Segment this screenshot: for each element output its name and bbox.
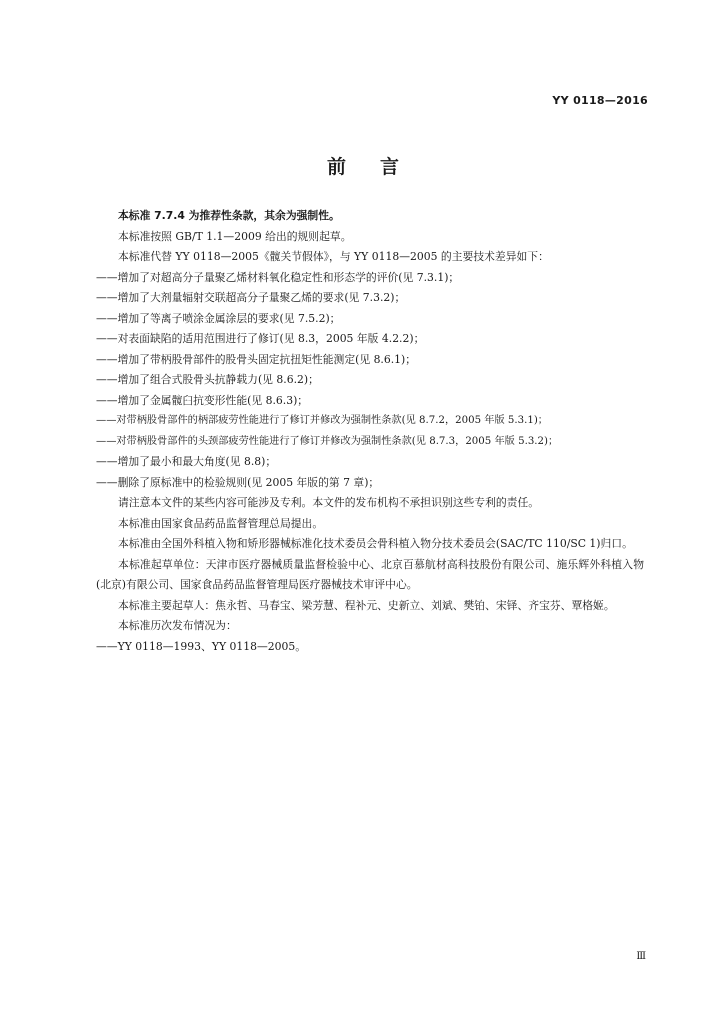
list-item: ——YY 0118—1993、YY 0118—2005。	[96, 639, 307, 653]
text-line: 本标准 7.7.4 为推荐性条款，其余为强制性。	[118, 209, 340, 222]
text-line: 请注意本文件的某些内容可能涉及专利。本文件的发布机构不承担识别这些专利的责任。	[118, 496, 540, 509]
list-item: ——增加了带柄股骨部件的股骨头固定抗扭矩性能测定(见 8.6.1)；	[96, 352, 417, 366]
text-paragraph: 本标准起草单位：天津市医疗器械质量监督检验中心、北京百慕航材高科技股份有限公司、施乐辉外科植入物(北京)有限公司、国家食品药品监督管理局医疗器械技术审评中心。	[96, 557, 644, 591]
foreword-body	[96, 206, 644, 657]
list-item: ——删除了原标准中的检验规则(见 2005 年版的第 7 章)；	[96, 475, 380, 489]
list-item: ——增加了大剂量辐射交联超高分子量聚乙烯的要求(见 7.3.2)；	[96, 291, 406, 304]
list-item: ——增加了对超高分子量聚乙烯材料氧化稳定性和形态学的评价(见 7.3.1)；	[96, 270, 460, 284]
text-paragraph: 本标准由全国外科植入物和矫形器械标准化技术委员会骨科植入物分技术委员会(SAC/TC 110/SC 1)归口。	[118, 537, 633, 550]
text-line: 本标准历次发布情况为：	[118, 619, 237, 632]
list-item: ——对表面缺陷的适用范围进行了修订(见 8.3，2005 年版 4.2.2)；	[96, 332, 425, 345]
text-line: 本标准按照 GB/T 1.1—2009 给出的规则起草。	[118, 229, 352, 243]
list-item: ——增加了金属髋臼抗变形性能(见 8.6.3)；	[96, 393, 309, 407]
text-line: 本标准主要起草人：焦永哲、马春宝、梁芳慧、程补元、史新立、刘斌、樊铂、宋铎、齐宝芬、覃格姬。	[118, 598, 615, 612]
list-item: ——增加了组合式股骨头抗静载力(见 8.6.2)；	[96, 373, 319, 386]
text-line: 本标准代替 YY 0118—2005《髋关节假体》，与 YY 0118—2005 的主要技术差异如下：	[118, 250, 549, 263]
page-number: Ⅲ	[636, 951, 646, 962]
list-item: ——增加了等离子喷涂金属涂层的要求(见 7.5.2)；	[96, 311, 341, 325]
list-item: ——对带柄股骨部件的柄部疲劳性能进行了修订并修改为强制性条款(见 8.7.2，2005 年版 5.3.1)；	[96, 415, 548, 426]
list-item: ——增加了最小和最大角度(见 8.8)；	[96, 455, 277, 468]
list-item: ——对带柄股骨部件的头颈部疲劳性能进行了修订并修改为强制性条款(见 8.7.3，2005 年版 5.3.2)；	[96, 435, 559, 447]
standard-number: YY 0118—2016	[552, 94, 648, 107]
text-line: 本标准由国家食品药品监督管理总局提出。	[118, 516, 324, 530]
page-title: 前言	[326, 156, 433, 178]
